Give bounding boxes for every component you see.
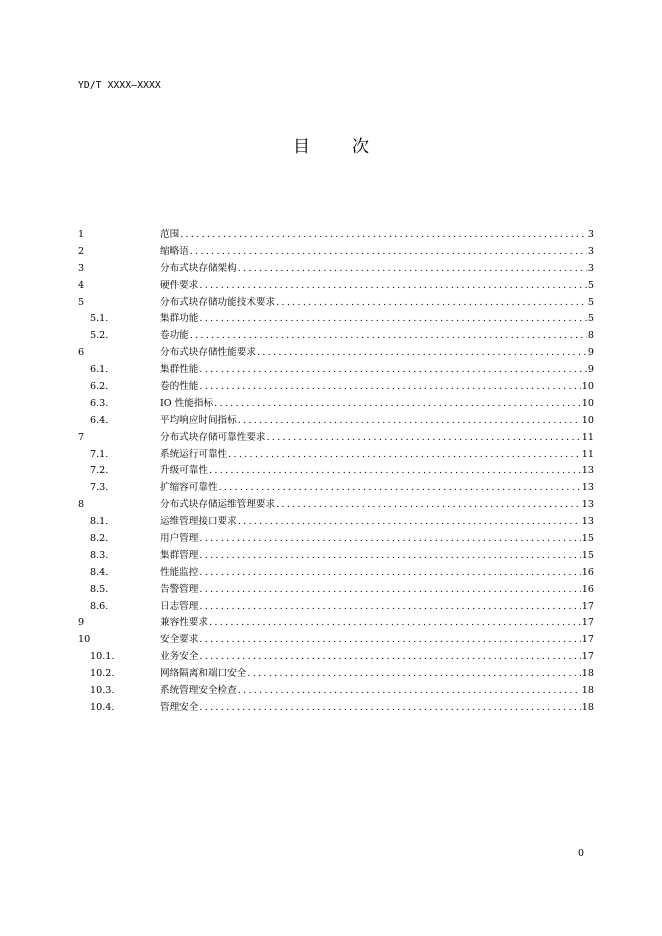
toc-entry-page: 17: [581, 617, 594, 629]
toc-entry-title: 分布式块存储功能技术要求: [160, 296, 276, 308]
toc-entry-page: 9: [587, 347, 594, 359]
toc-entry-number: 8.3.: [90, 549, 109, 561]
toc-entry-title: 硬件要求: [160, 279, 199, 291]
toc-entry-title: 集群性能: [160, 364, 199, 376]
toc-entry-page: 5: [587, 296, 594, 308]
toc-entry-number: 6: [78, 347, 85, 359]
toc-entry[interactable]: [78, 514, 594, 531]
toc-dot-leader: [228, 447, 581, 464]
toc-entry[interactable]: [78, 531, 594, 548]
toc-entry-number: 10: [78, 634, 91, 646]
toc-dot-leader: [199, 632, 580, 649]
toc-entry-title: 管理安全: [160, 701, 199, 713]
toc-dot-leader: [238, 514, 581, 531]
toc-entry-number: 8.1.: [90, 516, 109, 528]
toc-dot-leader: [199, 649, 580, 666]
toc-entry[interactable]: [78, 649, 594, 666]
toc-entry-title: 平均响应时间指标: [160, 414, 237, 426]
toc-entry-page: 8: [587, 330, 594, 342]
toc-entry-number: 4: [78, 279, 85, 291]
toc-entry-number: 8.4.: [90, 566, 109, 578]
toc-dot-leader: [276, 295, 587, 312]
toc-entry-title: 分布式块存储架构: [160, 262, 237, 274]
toc-entry[interactable]: [78, 565, 594, 582]
toc-entry[interactable]: [78, 244, 594, 261]
toc-dot-leader: [199, 582, 580, 599]
toc-entry-title: 系统管理安全检查: [160, 685, 237, 697]
toc-entry-number: 8.5.: [90, 583, 109, 595]
toc-entry-title: 系统运行可靠性: [160, 448, 228, 460]
toc-dot-leader: [257, 345, 587, 362]
toc-entry-number: 6.1.: [90, 364, 109, 376]
toc-entry[interactable]: [78, 615, 594, 632]
toc-dot-leader: [238, 261, 587, 278]
toc-dot-leader: [214, 396, 581, 413]
toc-entry[interactable]: [78, 278, 594, 295]
toc-entry-title: 缩略语: [160, 245, 189, 257]
toc-entry-page: 10: [581, 397, 594, 409]
toc-entry[interactable]: [78, 548, 594, 565]
toc-entry-title: 兼容性要求: [160, 617, 208, 629]
toc-entry-title: 安全要求: [160, 634, 199, 646]
toc-entry-page: 17: [581, 651, 594, 663]
toc-dot-leader: [180, 227, 587, 244]
toc-entry-number: 7.1.: [90, 448, 109, 460]
toc-entry-title: IO 性能指标: [160, 397, 214, 409]
toc-entry-number: 5.1.: [90, 313, 109, 325]
toc-entry-page: 15: [581, 549, 594, 561]
page-title: [0, 132, 662, 157]
toc-entry-title: 卷功能: [160, 330, 189, 342]
toc-entry-title: 性能监控: [160, 566, 199, 578]
toc-entry-number: 10.4.: [90, 701, 115, 713]
toc-dot-leader: [238, 413, 581, 430]
page-title-part2: 次: [352, 137, 369, 157]
toc-entry-page: 18: [581, 701, 594, 713]
toc-entry-title: 分布式块存储可靠性要求: [160, 431, 266, 443]
toc-dot-leader: [238, 683, 581, 700]
toc-entry[interactable]: [78, 396, 594, 413]
toc-entry-number: 6.2.: [90, 381, 109, 393]
toc-entry-page: 16: [581, 566, 594, 578]
toc-dot-leader: [199, 599, 580, 616]
toc-entry-page: 5: [587, 313, 594, 325]
toc-entry[interactable]: [78, 599, 594, 616]
toc-entry-title: 升级可靠性: [160, 465, 208, 477]
toc-entry-number: 10.2.: [90, 668, 115, 680]
toc-entry-number: 8.6.: [90, 600, 109, 612]
toc-entry-page: 18: [581, 668, 594, 680]
toc-entry-title: 告警管理: [160, 583, 199, 595]
toc-entry-title: 范围: [160, 229, 180, 240]
toc-entry-number: 1: [78, 229, 85, 240]
toc-entry-title: 集群管理: [160, 549, 199, 561]
toc-entry-title: 分布式块存储性能要求: [160, 347, 256, 359]
toc-entry-page: 13: [581, 499, 594, 511]
toc-dot-leader: [199, 311, 587, 328]
toc-entry-title: 卷的性能: [160, 381, 199, 393]
toc-dot-leader: [199, 565, 580, 582]
toc-entry-page: 17: [581, 600, 594, 612]
toc-entry-page: 13: [581, 465, 594, 477]
toc-entry-number: 5.2.: [90, 330, 109, 342]
toc-dot-leader: [199, 278, 587, 295]
toc-entry-number: 10.3.: [90, 685, 115, 697]
toc-entry[interactable]: [78, 582, 594, 599]
toc-dot-leader: [190, 328, 587, 345]
toc-entry-number: 2: [78, 245, 85, 257]
toc-dot-leader: [199, 548, 580, 565]
toc-entry-page: 11: [581, 431, 594, 443]
toc-entry-number: 8.2.: [90, 533, 109, 545]
toc-entry-page: 18: [581, 685, 594, 697]
toc-entry[interactable]: [78, 497, 594, 514]
toc-entry-page: 9: [587, 364, 594, 376]
toc-entry-number: 6.4.: [90, 414, 109, 426]
toc-entry-title: 分布式块存储运维管理要求: [160, 499, 276, 511]
toc-entry-number: 7: [78, 431, 85, 443]
toc-entry-page: 13: [581, 516, 594, 528]
toc-entry-number: 7.3.: [90, 482, 109, 494]
toc-entry[interactable]: [78, 345, 594, 362]
toc-entry-page: 13: [581, 482, 594, 494]
toc-entry[interactable]: [78, 295, 594, 312]
toc-entry-page: 3: [587, 262, 594, 274]
toc-entry-page: 16: [581, 583, 594, 595]
toc-entry-number: 10.1.: [90, 651, 115, 663]
page-title-part1: 目: [293, 137, 310, 157]
toc-entry-page: 17: [581, 634, 594, 646]
toc-entry-title: 日志管理: [160, 600, 199, 612]
toc-entry-number: 8: [78, 499, 85, 511]
toc-dot-leader: [276, 497, 581, 514]
toc-entry[interactable]: [78, 447, 594, 464]
toc-entry[interactable]: [78, 362, 594, 379]
table-of-contents: [78, 227, 594, 717]
toc-entry[interactable]: [78, 311, 594, 328]
toc-entry-page: 3: [587, 245, 594, 257]
toc-entry-title: 业务安全: [160, 651, 199, 663]
toc-dot-leader: [199, 379, 580, 396]
toc-entry-number: 3: [78, 262, 85, 274]
toc-entry[interactable]: [78, 430, 594, 447]
toc-entry[interactable]: [78, 463, 594, 480]
toc-entry[interactable]: [78, 666, 594, 683]
toc-entry[interactable]: [78, 227, 594, 244]
toc-dot-leader: [199, 700, 580, 717]
toc-entry[interactable]: [78, 379, 594, 396]
toc-entry-number: 6.3.: [90, 397, 109, 409]
toc-entry[interactable]: [78, 328, 594, 345]
toc-entry[interactable]: [78, 261, 594, 278]
toc-entry-number: 9: [78, 617, 85, 629]
toc-entry-page: 10: [581, 381, 594, 393]
toc-entry-title: 扩缩容可靠性: [160, 482, 218, 494]
toc-dot-leader: [190, 244, 587, 261]
toc-entry[interactable]: [78, 632, 594, 649]
toc-entry[interactable]: [78, 700, 594, 717]
toc-dot-leader: [247, 666, 580, 683]
toc-entry[interactable]: [78, 683, 594, 700]
toc-entry[interactable]: [78, 413, 594, 430]
toc-entry-title: 集群功能: [160, 313, 199, 325]
toc-entry[interactable]: [78, 480, 594, 497]
toc-entry-number: 5: [78, 296, 85, 308]
toc-dot-leader: [219, 480, 581, 497]
toc-dot-leader: [209, 463, 581, 480]
toc-dot-leader: [209, 615, 581, 632]
toc-entry-title: 用户管理: [160, 533, 199, 545]
toc-entry-number: 7.2.: [90, 465, 109, 477]
page-number: 0: [578, 848, 585, 859]
toc-entry-page: 3: [587, 229, 594, 240]
toc-dot-leader: [199, 531, 580, 548]
toc-dot-leader: [199, 362, 587, 379]
toc-entry-page: 5: [587, 279, 594, 291]
toc-dot-leader: [267, 430, 581, 447]
toc-entry-title: 网络隔离和端口安全: [160, 668, 247, 680]
toc-entry-page: 10: [581, 414, 594, 426]
document-header-code: YD/T XXXX—XXXX: [78, 80, 161, 91]
toc-entry-title: 运维管理接口要求: [160, 516, 237, 528]
toc-entry-page: 15: [581, 533, 594, 545]
toc-entry-page: 11: [581, 448, 594, 460]
